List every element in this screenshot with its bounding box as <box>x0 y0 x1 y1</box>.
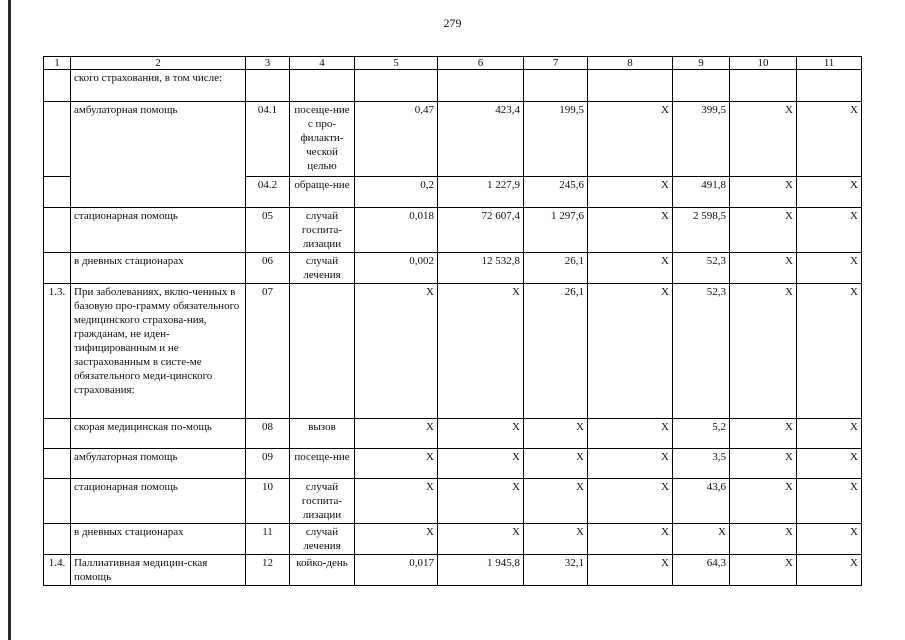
value-cell: 2 598,5 <box>673 208 730 253</box>
table-row <box>44 555 862 586</box>
value-cell: 1 227,9 <box>438 177 524 208</box>
value-cell: 32,1 <box>524 555 588 586</box>
value-cell: Х <box>438 449 524 479</box>
value-cell: 245,6 <box>524 177 588 208</box>
value-cell: 52,3 <box>673 284 730 419</box>
code-cell: 10 <box>246 479 290 524</box>
description-cell: в дневных стационарах <box>71 253 246 284</box>
value-cell: Х <box>797 208 862 253</box>
value-cell: Х <box>438 524 524 555</box>
unit-cell: посеще-ние с про-филакти-ческой целью <box>290 102 355 177</box>
table-row <box>44 419 862 449</box>
row-number-cell: 1.3. <box>44 284 71 419</box>
value-cell: Х <box>588 555 673 586</box>
table-row <box>44 102 862 177</box>
value-cell: 0,002 <box>355 253 438 284</box>
value-cell: Х <box>797 253 862 284</box>
row-number-cell <box>44 70 71 102</box>
value-cell: Х <box>438 419 524 449</box>
unit-cell: случай лечения <box>290 524 355 555</box>
value-cell: Х <box>524 419 588 449</box>
description-cell: При заболеваниях, вклю-ченных в базовую про-грамму обязательного медицинского страхова-ния, гражданам, не иден-тифицированным и не застрахованным в систе-ме обязательного меди-цинского страхования: <box>71 284 246 419</box>
unit-cell: случай госпита-лизации <box>290 479 355 524</box>
row-number-cell <box>44 524 71 555</box>
description-cell: амбулаторная помощь <box>71 449 246 479</box>
value-cell: 52,3 <box>673 253 730 284</box>
value-cell <box>524 70 588 102</box>
value-cell <box>797 70 862 102</box>
unit-cell <box>290 70 355 102</box>
value-cell: Х <box>730 208 797 253</box>
value-cell: Х <box>797 479 862 524</box>
value-cell: Х <box>797 177 862 208</box>
value-cell <box>355 70 438 102</box>
header-cell: 8 <box>588 57 673 70</box>
header-cell: 3 <box>246 57 290 70</box>
value-cell: 1 945,8 <box>438 555 524 586</box>
table-header-row <box>44 57 862 70</box>
header-cell: 7 <box>524 57 588 70</box>
value-cell: 3,5 <box>673 449 730 479</box>
header-cell: 9 <box>673 57 730 70</box>
header-cell: 11 <box>797 57 862 70</box>
value-cell: 26,1 <box>524 253 588 284</box>
value-cell <box>730 70 797 102</box>
value-cell: Х <box>355 479 438 524</box>
value-cell: Х <box>588 284 673 419</box>
header-cell: 10 <box>730 57 797 70</box>
value-cell: Х <box>797 419 862 449</box>
value-cell: Х <box>588 419 673 449</box>
value-cell: Х <box>588 208 673 253</box>
code-cell: 06 <box>246 253 290 284</box>
page-number: 279 <box>443 16 462 30</box>
data-table <box>43 56 862 586</box>
value-cell: 5,2 <box>673 419 730 449</box>
value-cell: Х <box>355 524 438 555</box>
code-cell: 09 <box>246 449 290 479</box>
unit-cell: случай госпита-лизации <box>290 208 355 253</box>
value-cell: Х <box>524 449 588 479</box>
value-cell: 26,1 <box>524 284 588 419</box>
header-cell: 6 <box>438 57 524 70</box>
value-cell: Х <box>730 524 797 555</box>
code-cell: 05 <box>246 208 290 253</box>
value-cell: 0,2 <box>355 177 438 208</box>
row-number-cell <box>44 102 71 177</box>
row-number-cell <box>44 253 71 284</box>
table-row <box>44 284 862 419</box>
value-cell: 199,5 <box>524 102 588 177</box>
unit-cell: койко-день <box>290 555 355 586</box>
table-row <box>44 253 862 284</box>
row-number-cell <box>44 419 71 449</box>
value-cell: 0,47 <box>355 102 438 177</box>
table-row <box>44 70 862 102</box>
value-cell: Х <box>730 284 797 419</box>
description-cell: в дневных стационарах <box>71 524 246 555</box>
scan-edge-bar <box>8 0 11 640</box>
code-cell: 08 <box>246 419 290 449</box>
table-row <box>44 524 862 555</box>
code-cell: 04.1 <box>246 102 290 177</box>
unit-cell <box>290 284 355 419</box>
value-cell: Х <box>588 253 673 284</box>
value-cell: Х <box>588 524 673 555</box>
value-cell: 423,4 <box>438 102 524 177</box>
value-cell: 491,8 <box>673 177 730 208</box>
code-cell <box>246 70 290 102</box>
value-cell: Х <box>730 253 797 284</box>
value-cell: Х <box>730 419 797 449</box>
row-number-cell <box>44 208 71 253</box>
unit-cell: вызов <box>290 419 355 449</box>
value-cell: Х <box>730 555 797 586</box>
value-cell: Х <box>730 479 797 524</box>
table-row <box>44 479 862 524</box>
value-cell: Х <box>730 177 797 208</box>
value-cell: 12 532,8 <box>438 253 524 284</box>
value-cell: Х <box>797 555 862 586</box>
value-cell: Х <box>797 449 862 479</box>
unit-cell: случай лечения <box>290 253 355 284</box>
code-cell: 12 <box>246 555 290 586</box>
value-cell: 72 607,4 <box>438 208 524 253</box>
table-row <box>44 208 862 253</box>
value-cell: Х <box>797 284 862 419</box>
value-cell: Х <box>797 524 862 555</box>
code-cell: 11 <box>246 524 290 555</box>
description-cell: амбулаторная помощь <box>71 102 246 208</box>
value-cell: Х <box>730 102 797 177</box>
value-cell <box>673 70 730 102</box>
description-cell: Паллиативная медицин-ская помощь <box>71 555 246 586</box>
value-cell: 0,018 <box>355 208 438 253</box>
unit-cell: обраще-ние <box>290 177 355 208</box>
row-number-cell <box>44 449 71 479</box>
value-cell: 0,017 <box>355 555 438 586</box>
description-cell: ского страхования, в том числе: <box>71 70 246 102</box>
value-cell: 43,6 <box>673 479 730 524</box>
value-cell: Х <box>730 449 797 479</box>
row-number-cell: 1.4. <box>44 555 71 586</box>
header-cell: 5 <box>355 57 438 70</box>
description-cell: стационарная помощь <box>71 208 246 253</box>
unit-cell: посеще-ние <box>290 449 355 479</box>
code-cell: 07 <box>246 284 290 419</box>
value-cell: Х <box>524 479 588 524</box>
value-cell: Х <box>438 479 524 524</box>
value-cell: Х <box>355 284 438 419</box>
code-cell: 04.2 <box>246 177 290 208</box>
value-cell: Х <box>588 449 673 479</box>
value-cell <box>438 70 524 102</box>
header-cell: 2 <box>71 57 246 70</box>
value-cell: Х <box>588 177 673 208</box>
header-cell: 4 <box>290 57 355 70</box>
value-cell: Х <box>797 102 862 177</box>
description-cell: стационарная помощь <box>71 479 246 524</box>
value-cell: Х <box>524 524 588 555</box>
value-cell: Х <box>673 524 730 555</box>
value-cell: Х <box>438 284 524 419</box>
value-cell: 64,3 <box>673 555 730 586</box>
value-cell: Х <box>588 479 673 524</box>
value-cell: 1 297,6 <box>524 208 588 253</box>
header-cell: 1 <box>44 57 71 70</box>
value-cell <box>588 70 673 102</box>
table-row <box>44 449 862 479</box>
value-cell: Х <box>355 419 438 449</box>
value-cell: 399,5 <box>673 102 730 177</box>
value-cell: Х <box>588 102 673 177</box>
description-cell: скорая медицинская по-мощь <box>71 419 246 449</box>
row-number-cell <box>44 177 71 208</box>
value-cell: Х <box>355 449 438 479</box>
row-number-cell <box>44 479 71 524</box>
